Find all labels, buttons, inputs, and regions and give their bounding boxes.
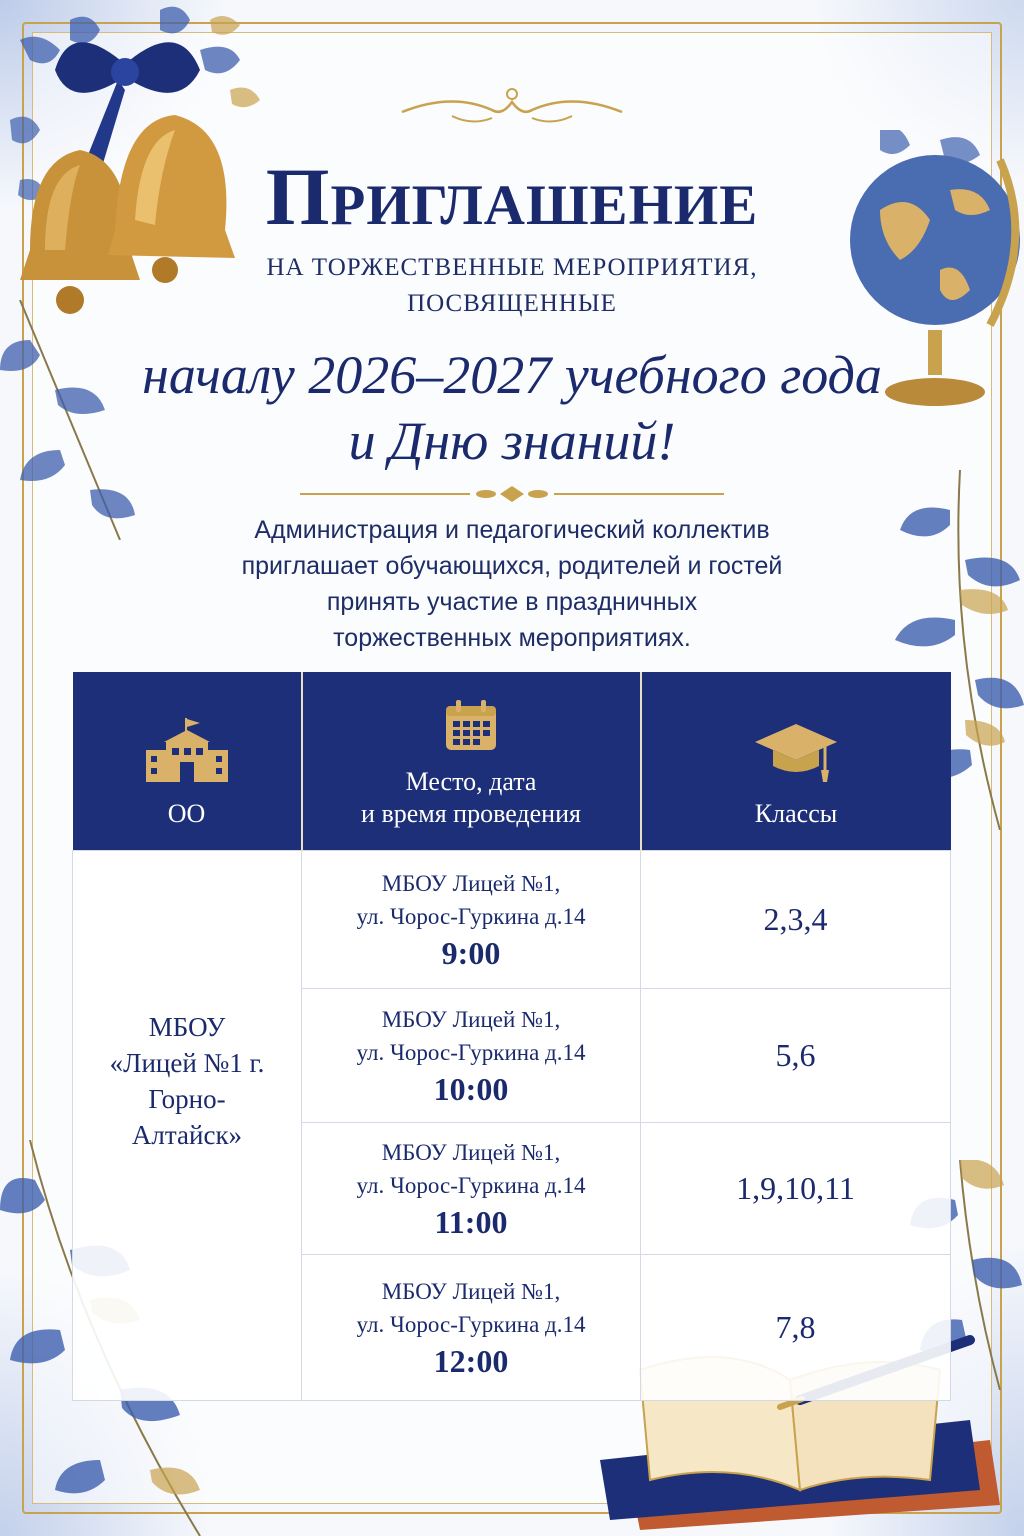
venue-line-1: МБОУ Лицей №1, (381, 870, 561, 896)
event-time: 10:00 (433, 1070, 509, 1107)
event-time: 9:00 (441, 934, 501, 971)
calendar-icon (444, 698, 498, 752)
intro-line-1: Администрация и педагогический коллектив (254, 516, 770, 544)
table-header-row (73, 672, 951, 851)
org-name-line-2: «Лицей №1 г. (109, 1047, 265, 1078)
venue-line-2: ул. Чорос-Гуркина д.14 (356, 1172, 586, 1198)
graduation-cap-icon (753, 720, 839, 784)
header-org-label: ОО (167, 799, 206, 828)
table-row (73, 851, 951, 989)
venue-line-2: ул. Чорос-Гуркина д.14 (356, 1039, 586, 1065)
grades-cell: 2,3,4 (641, 851, 951, 989)
leaves-decoration (0, 300, 140, 540)
grades-cell: 5,6 (641, 989, 951, 1123)
occasion-line-1: началу 2026–2027 учебного года (142, 345, 882, 405)
occasion-line-2: и Дню знаний! (348, 411, 676, 471)
header-grades (641, 672, 951, 851)
org-name-line-4: Алтайск» (131, 1119, 243, 1150)
school-building-icon (144, 718, 230, 784)
org-name-line-1: МБОУ (148, 1011, 226, 1042)
venue-line-1: МБОУ Лицей №1, (381, 1006, 561, 1032)
subtitle-line-2: ПОСВЯЩЕННЫЕ (407, 290, 617, 317)
event-time: 11:00 (434, 1203, 508, 1240)
grades-cell: 7,8 (641, 1255, 951, 1401)
header-org (73, 672, 302, 851)
org-name-cell (73, 851, 302, 1401)
venue-cell (302, 1123, 641, 1255)
page-title: Приглашение (265, 151, 759, 242)
intro-paragraph (170, 512, 854, 656)
header-venue-line-1: Место, дата (405, 767, 537, 796)
venue-line-1: МБОУ Лицей №1, (381, 1139, 561, 1165)
subtitle (200, 250, 824, 322)
venue-cell (302, 989, 641, 1123)
occasion-text (130, 342, 894, 474)
schedule-table (72, 672, 951, 1401)
venue-line-1: МБОУ Лицей №1, (381, 1278, 561, 1304)
header-venue (302, 672, 641, 851)
subtitle-line-1: НА ТОРЖЕСТВЕННЫЕ МЕРОПРИЯТИЯ, (266, 254, 758, 281)
intro-line-2: приглашает обучающихся, родителей и гостей (241, 552, 783, 580)
event-time: 12:00 (433, 1342, 509, 1379)
divider-ornament-icon (300, 482, 724, 506)
intro-line-3: принять участие в праздничных (326, 588, 698, 616)
venue-cell (302, 851, 641, 989)
venue-line-2: ул. Чорос-Гуркина д.14 (356, 903, 586, 929)
header-venue-line-2: и время проведения (361, 799, 581, 828)
header-grades-label: Классы (754, 799, 838, 828)
org-name-line-3: Горно- (148, 1083, 226, 1114)
grades-cell: 1,9,10,11 (641, 1123, 951, 1255)
top-ornament-icon (392, 82, 632, 132)
venue-cell (302, 1255, 641, 1401)
venue-line-2: ул. Чорос-Гуркина д.14 (356, 1311, 586, 1337)
intro-line-4: торжественных мероприятиях. (333, 624, 691, 652)
